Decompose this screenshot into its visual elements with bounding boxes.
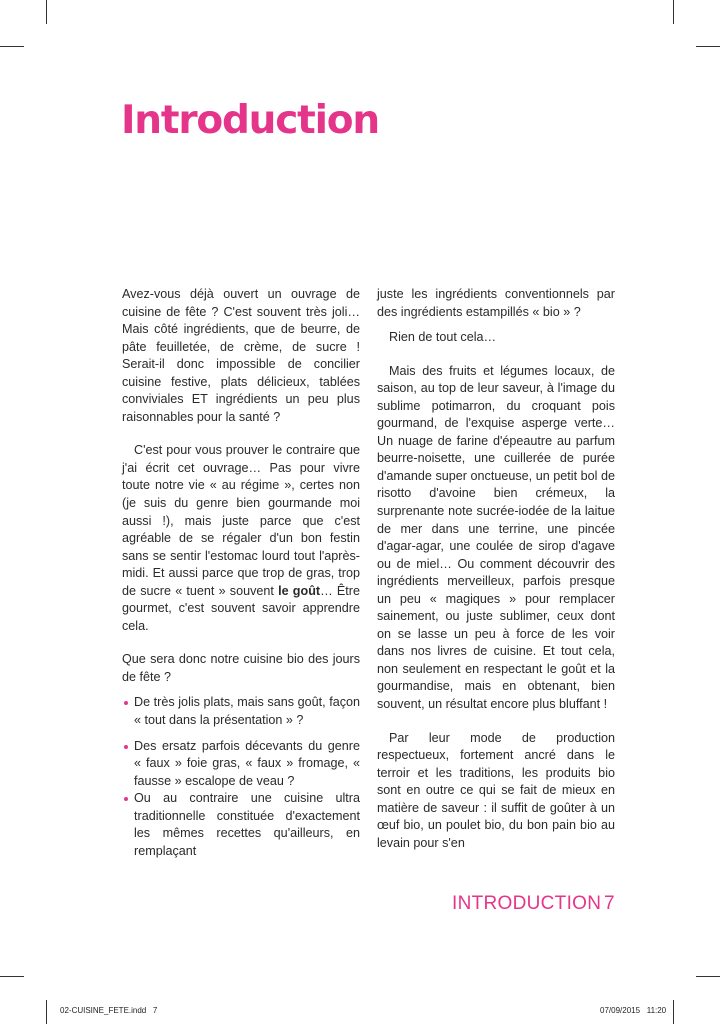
bullet-icon [124,797,128,801]
crop-mark [673,0,674,24]
bullet-icon [124,701,128,705]
running-footer-section: INTRODUCTION [452,893,602,914]
crop-mark [673,1000,674,1024]
crop-mark [46,1000,47,1024]
left-column [122,286,360,860]
crop-mark [0,46,24,47]
paragraph-text: … Être gourmet, c'est souvent savoir apprendre cela. [122,583,360,633]
paragraph: Rien de tout cela… [389,330,497,345]
paragraph: Par leur mode de production respectueux, fortement ancré dans le terroir et les traditions, les produits bio sont en outre ce qui se fait de mieux en matière de saveur : il suffit de goûter à un œuf bio, un poulet bio, du bon pain bio au levain pour s'en [377,730,615,850]
bullet-icon [124,745,128,749]
paragraph: juste les ingrédients conventionnels par des ingrédients estampillés « bio » ? [377,287,615,319]
paragraph-text: C'est pour vous prouver le contraire que j'ai écrit cet ouvrage… Pas pour vivre toute notre vie « au régime », certes non (je suis du genre bien gourmande moi aussi !), mais juste parce que c'est agréable de se régaler d'un bon festin sans se sentir l'estomac lourd tout l'après-midi. Et aussi parce que trop de gras, trop de sucre « tuent » souvent [122,443,360,598]
paragraph: Que sera donc notre cuisine bio des jours de fête ? [122,652,360,684]
list-item [122,790,360,860]
slug-datetime: 07/09/2015 11:20 [600,1006,667,1015]
slug-filename: 02-CUISINE_FETE.indd 7 [60,1006,158,1015]
list-item-text: De très jolis plats, mais sans goût, façon « tout dans la présentation » ? [134,695,360,728]
crop-mark [46,0,47,24]
crop-mark [696,976,720,977]
page-title: Introduction [121,98,379,143]
list-item [122,738,360,791]
paragraph [122,442,360,635]
crop-mark [0,976,24,977]
crop-mark [696,46,720,47]
page-number: 7 [604,893,615,914]
paragraph: Mais des fruits et légumes locaux, de saison, au top de leur saveur, à l'image du sublime potimarron, du croquant pois gourmand, de l'exquise asperge verte… Un nuage de farine d'épeautre au parfum beurre-noisette, une cuillerée de purée d'amande super onctueuse, un petit bol de risotto d'avoine bien crémeux, la surprenante note sucrée-iodée de la laitue de mer dans une terrine, une pincée d'agar-agar, une coulée de sirop d'agave ou de miel… Ou comment découvrir des ingrédients merveilleux, parfois presque un peu « magiques » pour remplacer sainement, ou juste sublimer, ceux dont on se lasse un peu à force de les voir dans nos livres de cuisine. Et tout cela, non seulement en respectant le goût et la gourmandise, mais en obtenant, bien souvent, un résultat encore plus bluffant ! [377,363,615,712]
emphasis-text: le goût [278,583,321,598]
list-item [122,694,360,729]
right-column [377,286,615,852]
list-item-text: Ou au contraire une cuisine ultra traditionnelle constituée d'exactement les mêmes recettes qu'ailleurs, en remplaçant [134,791,360,858]
list-item-text: Des ersatz parfois décevants du genre « faux » foie gras, « faux » fromage, « fausse » escalope de veau ? [134,738,360,788]
paragraph: Avez-vous déjà ouvert un ouvrage de cuisine de fête ? C'est souvent très joli… Mais côté ingrédients, que de beurre, de pâte feuilletée, de crème, de sucre ! Serait-il donc impossible de concilier cuisine festive, plats délicieux, tablées conviviales ET ingrédients un peu plus raisonnables pour la santé ? [122,287,360,424]
